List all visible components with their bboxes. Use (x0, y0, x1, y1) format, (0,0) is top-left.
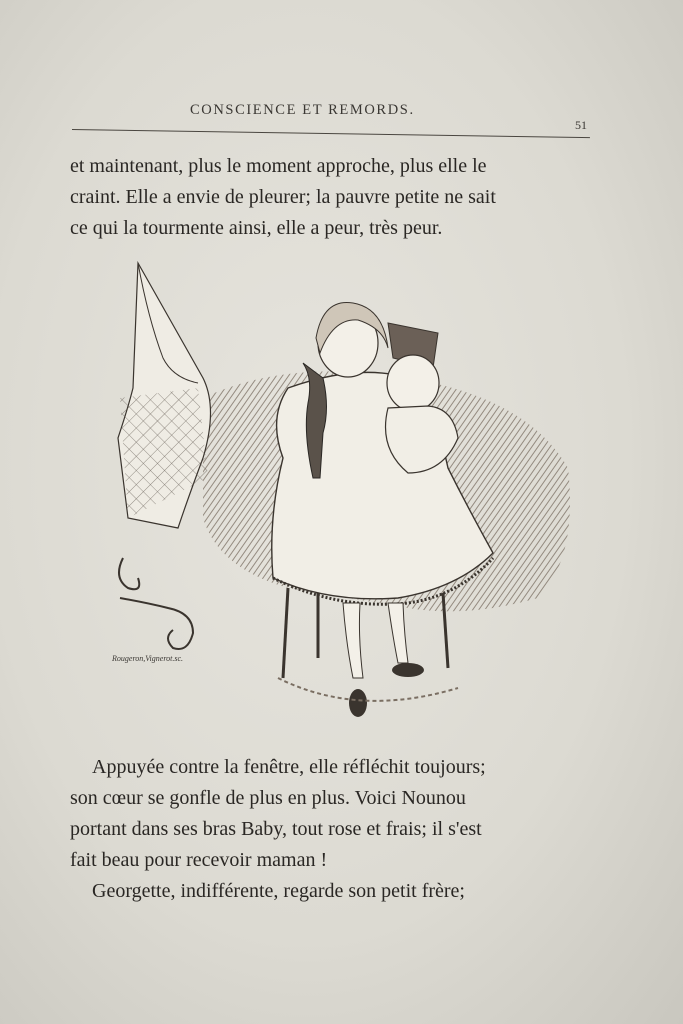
ornament-scroll-icon (119, 558, 193, 649)
text-line: ce qui la tourmente ainsi, elle a peur, très peur. (70, 217, 443, 239)
running-head: CONSCIENCE ET REMORDS. (190, 102, 415, 118)
text-line: son cœur se gonfle de plus en plus. Voici Nounou (70, 787, 466, 809)
text-line: Georgette, indifférente, regarde son petit frère; (92, 880, 465, 902)
page-number: 51 (575, 118, 587, 132)
engraver-signature: Rougeron,Vignerot.sc. (112, 654, 184, 663)
paragraph-top (70, 151, 598, 244)
text-line: fait beau pour recevoir maman ! (70, 849, 328, 871)
text-line: Appuyée contre la fenêtre, elle réfléchit toujours; (92, 756, 486, 778)
text-line: craint. Elle a envie de pleurer; la pauvre petite ne sait (70, 186, 496, 208)
paragraph-bottom (70, 752, 598, 907)
text-line: et maintenant, plus le moment approche, plus elle le (70, 155, 487, 177)
header-rule (72, 129, 590, 138)
text-line: portant dans ses bras Baby, tout rose et frais; il s'est (70, 818, 482, 840)
baby-head (387, 355, 439, 411)
